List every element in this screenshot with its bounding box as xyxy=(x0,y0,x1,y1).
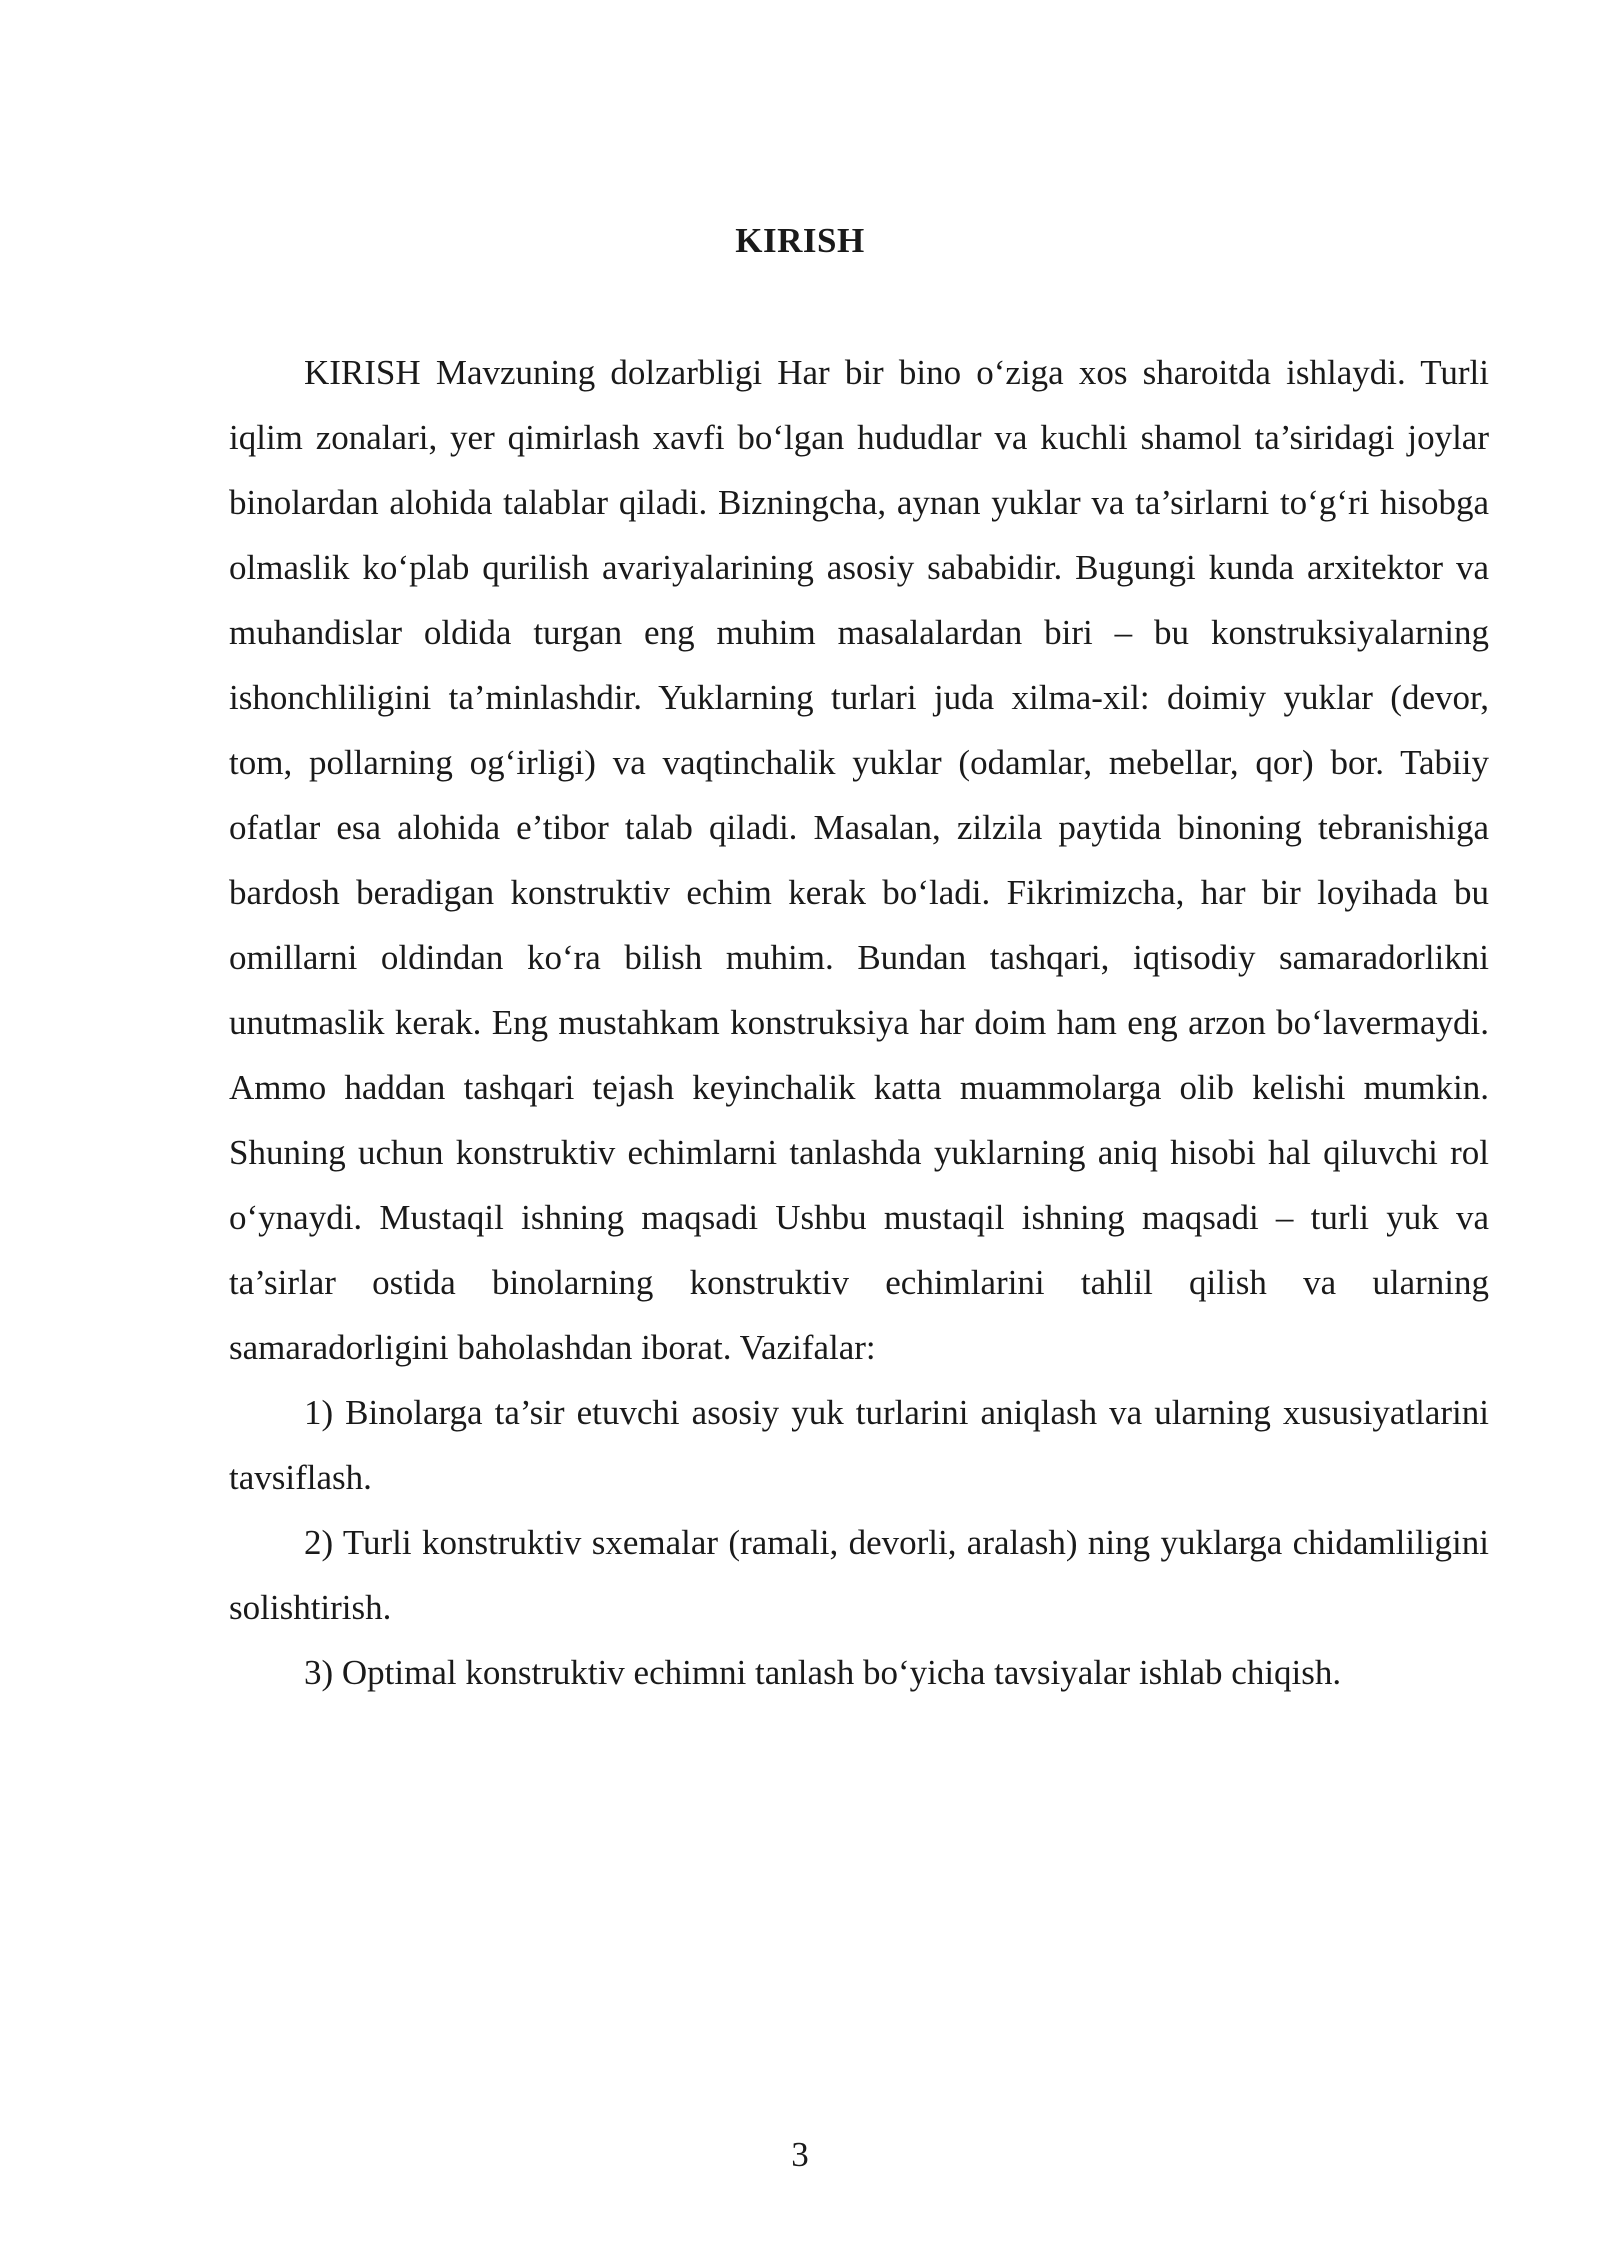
task-item-2: 2) Turli konstruktiv sxemalar (ramali, devorli, aralash) ning yuklarga chidamliligini solishtirish. xyxy=(229,1523,1489,1627)
task-item-1: 1) Binolarga ta’sir etuvchi asosiy yuk turlarini aniqlash va ularning xususiyatlarini tavsiflash. xyxy=(229,1393,1489,1497)
body-text xyxy=(229,340,1489,1705)
page-title: KIRISH xyxy=(735,221,865,260)
page-number: 3 xyxy=(791,2135,809,2174)
intro-paragraph: KIRISH Mavzuning dolzarbligi Har bir bino o‘ziga xos sharoitda ishlaydi. Turli iqlim zonalari, yer qimirlash xavfi bo‘lgan hududlar va kuchli shamol ta’siridagi joylar binolardan alohida talablar qiladi. Bizningcha, aynan yuklar va ta’sirlarni to‘g‘ri hisobga olmaslik ko‘plab qurilish avariyalarining asosiy sababidir. Bugungi kunda arxitektor va muhandislar oldida turgan eng muhim masalalardan biri – bu konstruksiyalarning ishonchliligini ta’minlashdir. Yuklarning turlari juda xilma-xil: doimiy yuklar (devor, tom, pollarning og‘irligi) va vaqtinchalik yuklar (odamlar, mebellar, qor) bor. Tabiiy ofatlar esa alohida e’tibor talab qiladi. Masalan, zilzila paytida binoning tebranishiga bardosh beradigan konstruktiv echim kerak bo‘ladi. Fikrimizcha, har bir loyihada bu omillarni oldindan ko‘ra bilish muhim. Bundan tashqari, iqtisodiy samaradorlikni unutmaslik kerak. Eng mustahkam konstruksiya har doim ham eng arzon bo‘lavermaydi. Ammo haddan tashqari tejash keyinchalik katta muammolarga olib kelishi mumkin. Shuning uchun konstruktiv echimlarni tanlashda yuklarning aniq hisobi hal qiluvchi rol o‘ynaydi. Mustaqil ishning maqsadi Ushbu mustaqil ishning maqsadi – turli yuk va ta’sirlar ostida binolarning konstruktiv echimlarini tahlil qilish va ularning samaradorligini baholashdan iborat. Vazifalar: xyxy=(229,353,1489,1367)
task-item-3: 3) Optimal konstruktiv echimni tanlash bo‘yicha tavsiyalar ishlab chiqish. xyxy=(304,1653,1342,1692)
